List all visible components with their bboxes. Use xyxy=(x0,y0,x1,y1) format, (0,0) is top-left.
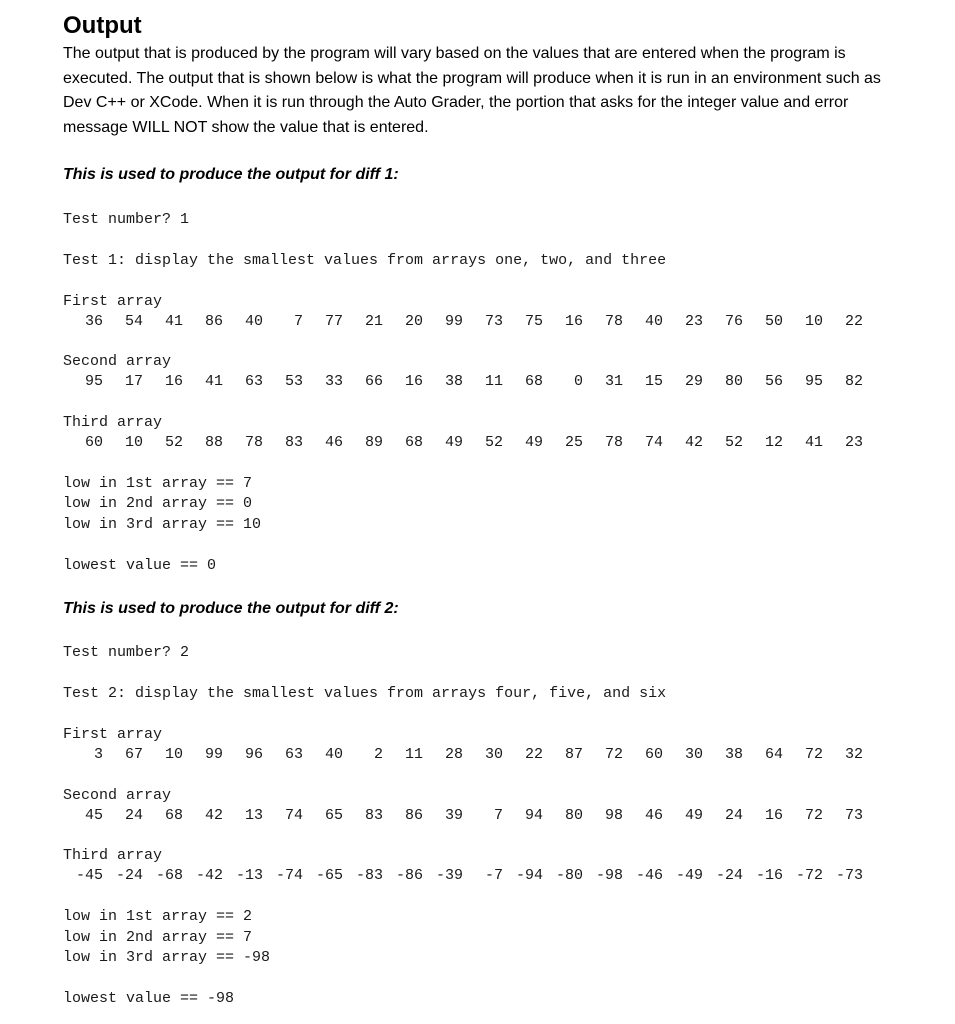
array-value: 20 xyxy=(404,313,423,331)
array-label: Second array xyxy=(63,787,172,804)
array-value: 40 xyxy=(244,313,263,331)
array-value: -46 xyxy=(635,867,663,885)
array-value: -86 xyxy=(395,867,423,885)
array-value: 94 xyxy=(524,807,543,825)
array-value: 21 xyxy=(364,313,383,331)
array-value: 60 xyxy=(644,746,663,764)
array-value: 23 xyxy=(844,434,863,452)
diff2-low-1: low in 1st array == 2 xyxy=(63,908,253,925)
array-value: 52 xyxy=(164,434,183,452)
array-value: 50 xyxy=(764,313,783,331)
array-value: 16 xyxy=(564,313,583,331)
array-value: -72 xyxy=(795,867,823,885)
array-value: 72 xyxy=(804,746,823,764)
array-value: -7 xyxy=(484,867,503,885)
intro-paragraph: The output that is produced by the program will vary based on the values that are entered when the program is executed. The output that is shown below is what the program will produce when it is run in an environment such as Dev C++ or XCode. When it is run through the Auto Grader, the portion that asks for the integer value and error message WILL NOT show the value that is entered. xyxy=(63,45,881,136)
array-value: 16 xyxy=(764,807,783,825)
array-value: -68 xyxy=(155,867,183,885)
array-value: 13 xyxy=(244,807,263,825)
array-values xyxy=(63,433,883,453)
diff2-second-array xyxy=(63,786,883,827)
array-value: 10 xyxy=(124,434,143,452)
array-value: 73 xyxy=(484,313,503,331)
array-value: 10 xyxy=(164,746,183,764)
array-value: 24 xyxy=(724,807,743,825)
array-value: -24 xyxy=(715,867,743,885)
array-label: Third array xyxy=(63,847,163,864)
diff2-first-array xyxy=(63,725,883,766)
array-value: 2 xyxy=(373,746,383,764)
array-value: 36 xyxy=(84,313,103,331)
array-value: -39 xyxy=(435,867,463,885)
diff1-first-array xyxy=(63,292,883,333)
array-value: -45 xyxy=(75,867,103,885)
array-value: 68 xyxy=(404,434,423,452)
array-value: 25 xyxy=(564,434,583,452)
array-value: 30 xyxy=(484,746,503,764)
diff1-description: Test 1: display the smallest values from arrays one, two, and three xyxy=(63,252,667,269)
diff1-low-1: low in 1st array == 7 xyxy=(63,475,253,492)
array-value: 63 xyxy=(284,746,303,764)
array-value: -16 xyxy=(755,867,783,885)
array-value: 3 xyxy=(93,746,103,764)
array-value: 68 xyxy=(164,807,183,825)
diff1-prompt: Test number? 1 xyxy=(63,211,190,228)
array-value: 64 xyxy=(764,746,783,764)
array-value: 73 xyxy=(844,807,863,825)
array-value: 22 xyxy=(844,313,863,331)
array-value: 52 xyxy=(484,434,503,452)
array-value: 28 xyxy=(444,746,463,764)
array-value: 74 xyxy=(644,434,663,452)
diff1-low-2: low in 2nd array == 0 xyxy=(63,495,253,512)
array-value: 67 xyxy=(124,746,143,764)
array-value: 63 xyxy=(244,373,263,391)
array-value: 40 xyxy=(644,313,663,331)
array-value: 98 xyxy=(604,807,623,825)
array-value: -24 xyxy=(115,867,143,885)
array-value: 12 xyxy=(764,434,783,452)
array-value: -83 xyxy=(355,867,383,885)
array-value: 16 xyxy=(164,373,183,391)
array-value: 33 xyxy=(324,373,343,391)
array-value: 72 xyxy=(604,746,623,764)
array-value: 78 xyxy=(604,434,623,452)
array-label: First array xyxy=(63,293,163,310)
array-label: First array xyxy=(63,726,163,743)
array-values xyxy=(63,372,883,392)
array-value: 52 xyxy=(724,434,743,452)
array-value: -42 xyxy=(195,867,223,885)
array-values xyxy=(63,312,883,332)
array-value: 68 xyxy=(524,373,543,391)
array-value: 83 xyxy=(284,434,303,452)
array-value: 76 xyxy=(724,313,743,331)
array-value: 89 xyxy=(364,434,383,452)
array-value: 77 xyxy=(324,313,343,331)
array-value: 83 xyxy=(364,807,383,825)
array-value: 41 xyxy=(804,434,823,452)
array-value: 45 xyxy=(84,807,103,825)
array-value: 56 xyxy=(764,373,783,391)
array-value: 23 xyxy=(684,313,703,331)
array-value: -13 xyxy=(235,867,263,885)
diff2-lowest: lowest value == -98 xyxy=(63,990,235,1007)
array-value: -74 xyxy=(275,867,303,885)
array-label: Second array xyxy=(63,353,172,370)
array-value: 54 xyxy=(124,313,143,331)
array-values xyxy=(63,745,883,765)
array-value: 32 xyxy=(844,746,863,764)
array-value: 7 xyxy=(293,313,303,331)
array-label: Third array xyxy=(63,414,163,431)
array-value: 46 xyxy=(324,434,343,452)
array-value: 95 xyxy=(84,373,103,391)
array-value: 24 xyxy=(124,807,143,825)
array-value: 17 xyxy=(124,373,143,391)
array-value: 74 xyxy=(284,807,303,825)
diff2-caption: This is used to produce the output for diff 2: xyxy=(63,600,399,617)
diff2-prompt: Test number? 2 xyxy=(63,644,190,661)
array-value: 80 xyxy=(724,373,743,391)
diff1-lowest: lowest value == 0 xyxy=(63,557,217,574)
diff1-caption: This is used to produce the output for diff 1: xyxy=(63,166,399,183)
array-value: 7 xyxy=(493,807,503,825)
array-value: 40 xyxy=(324,746,343,764)
array-value: -65 xyxy=(315,867,343,885)
diff1-second-array xyxy=(63,352,883,393)
array-value: 87 xyxy=(564,746,583,764)
array-value: -80 xyxy=(555,867,583,885)
diff1-low-3: low in 3rd array == 10 xyxy=(63,516,262,533)
array-value: -73 xyxy=(835,867,863,885)
array-value: 49 xyxy=(684,807,703,825)
array-value: 78 xyxy=(244,434,263,452)
array-value: 10 xyxy=(804,313,823,331)
array-value: 80 xyxy=(564,807,583,825)
array-value: 99 xyxy=(444,313,463,331)
array-value: 72 xyxy=(804,807,823,825)
array-value: 60 xyxy=(84,434,103,452)
array-value: 75 xyxy=(524,313,543,331)
array-value: 11 xyxy=(404,746,423,764)
array-value: 15 xyxy=(644,373,663,391)
array-value: 22 xyxy=(524,746,543,764)
array-value: 39 xyxy=(444,807,463,825)
array-value: 86 xyxy=(204,313,223,331)
array-value: 42 xyxy=(684,434,703,452)
array-value: 42 xyxy=(204,807,223,825)
diff2-low-2: low in 2nd array == 7 xyxy=(63,929,253,946)
array-value: 88 xyxy=(204,434,223,452)
array-value: 95 xyxy=(804,373,823,391)
array-value: 65 xyxy=(324,807,343,825)
array-values xyxy=(63,866,883,886)
diff2-low-3: low in 3rd array == -98 xyxy=(63,949,271,966)
array-value: 86 xyxy=(404,807,423,825)
array-value: 41 xyxy=(204,373,223,391)
array-value: 49 xyxy=(444,434,463,452)
array-value: -49 xyxy=(675,867,703,885)
array-value: 30 xyxy=(684,746,703,764)
array-value: -98 xyxy=(595,867,623,885)
array-value: 99 xyxy=(204,746,223,764)
array-value: 82 xyxy=(844,373,863,391)
array-value: 46 xyxy=(644,807,663,825)
array-value: -94 xyxy=(515,867,543,885)
array-values xyxy=(63,806,883,826)
section-title: Output xyxy=(63,12,142,39)
array-value: 31 xyxy=(604,373,623,391)
array-value: 53 xyxy=(284,373,303,391)
array-value: 66 xyxy=(364,373,383,391)
array-value: 29 xyxy=(684,373,703,391)
array-value: 38 xyxy=(724,746,743,764)
array-value: 38 xyxy=(444,373,463,391)
array-value: 0 xyxy=(573,373,583,391)
array-value: 16 xyxy=(404,373,423,391)
diff1-third-array xyxy=(63,413,883,454)
array-value: 78 xyxy=(604,313,623,331)
array-value: 96 xyxy=(244,746,263,764)
array-value: 41 xyxy=(164,313,183,331)
output-section xyxy=(63,10,913,1007)
array-value: 11 xyxy=(484,373,503,391)
diff2-description: Test 2: display the smallest values from arrays four, five, and six xyxy=(63,685,667,702)
diff2-third-array xyxy=(63,846,883,887)
array-value: 49 xyxy=(524,434,543,452)
